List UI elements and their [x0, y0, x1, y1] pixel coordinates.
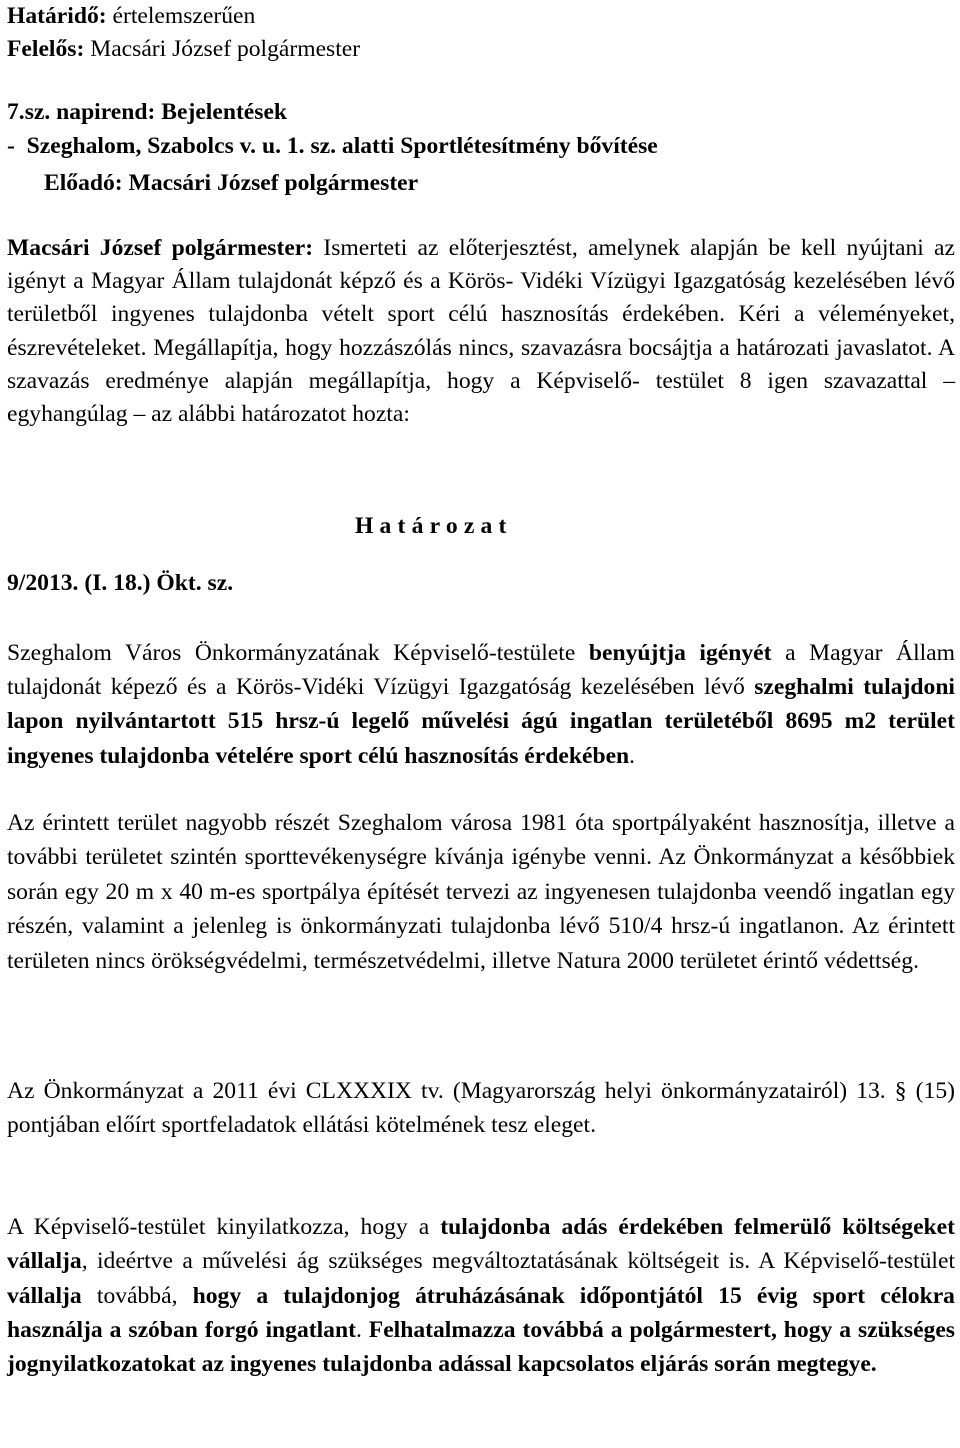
p1-bold-d: szeghalmi tulajdoni lapon nyilvántartott 515 hrsz-ú legelő művelési ágú ingatlan területéből 8695 m2 terület ingyenes tulajdonba vételére sport célú hasznosítás érdekében: [7, 674, 955, 769]
deadline-value: értelemszerűen: [106, 3, 256, 29]
resolution-number: 9/2013. (I. 18.) Ökt. sz.: [7, 570, 234, 596]
intro-text: Ismerteti az előterjesztést, amelynek alapján be kell nyújtani az igényt a Magyar Állam tulajdonát képző és a Körös- Vidéki Vízügyi Igazgatóság kezelésében lévő területből ingyenes tulajdonba vételt sport célú hasznosítás érdekében. Kéri a véleményeket, észrevételeket. Megállapítja, hogy hozzászólás nincs, szavazásra bocsájtja a határozati javaslatot. A szavazás eredménye alapján megállapítja, hogy a Képviselő- testület 8 igen szavazattal – egyhangúlag – az alábbi határozatot hozta:: [7, 235, 956, 428]
p4-text-e: továbbá,: [81, 1282, 193, 1309]
deadline-line: [7, 0, 255, 34]
responsible-label: Felelős:: [7, 36, 85, 62]
agenda-subitem: - Szeghalom, Szabolcs v. u. 1. sz. alatti Sportlétesítmény bővítése: [7, 133, 658, 159]
p1-text-c: a Magyar Állam tulajdonát képező és a Körös-Vidéki Vízügyi Igazgatóság kezelésében lévő: [7, 640, 956, 701]
p1-bold-b: benyújtja igényét: [588, 640, 772, 666]
p1-text-e: .: [629, 742, 636, 769]
p4-bold-f: hogy a tulajdonjog átruházásának időpontjától 15 évig sport célokra használja a szóban forgó ingatlant: [7, 1282, 955, 1343]
intro-speaker: Macsári József polgármester:: [7, 235, 314, 261]
intro-paragraph: [7, 232, 955, 431]
p4-text-a: A Képviselő-testület kinyilatkozza, hogy a: [7, 1214, 441, 1240]
p4-bold-b: tulajdonba adás érdekében felmerülő költségeket vállalja: [7, 1214, 955, 1275]
p1-text-a: Szeghalom Város Önkormányzatának Képviselő-testülete: [7, 640, 589, 666]
p4-bold-d: vállalja: [7, 1282, 82, 1309]
resolution-paragraph-3: Az Önkormányzat a 2011 évi CLXXXIX tv. (Magyarország helyi önkormányzatairól) 13. § (15) pontjában előírt sportfeladatok ellátási kötelmének tesz eleget.: [7, 1078, 955, 1139]
resolution-paragraph-1: [7, 636, 955, 773]
responsible-value: Macsári József polgármester: [84, 36, 361, 62]
p4-text-g: .: [355, 1316, 369, 1343]
resolution-paragraph-2: Az érintett terület nagyobb részét Szeghalom városa 1981 óta sportpályaként hasznosítja, illetve a további területet szintén sporttevékenységre kívánja igénybe venni. Az Önkormányzat a későbbiek során egy 20 m x 40 m-es sportpálya építését tervezi az ingyenesen tulajdonba veendő ingatlan egy részén, valamint a jelenleg is önkormányzati tulajdonba lévő 510/4 hrsz-ú ingatlanon. Az érintett területen nincs örökségvédelmi, természetvédelmi, illetve Natura 2000 területet érintő védettség.: [7, 810, 955, 974]
responsible-line: [7, 33, 360, 67]
agenda-presenter: Előadó: Macsári József polgármester: [44, 170, 419, 196]
resolution-title: Határozat: [355, 513, 513, 539]
agenda-item: 7.sz. napirend: Bejelentések: [7, 99, 288, 125]
resolution-paragraph-4: [7, 1210, 955, 1381]
deadline-label: Határidő:: [7, 3, 107, 29]
p4-text-c: , ideértve a művelési ág szükséges megváltoztatásának költségeit is. A Képviselő-testület: [81, 1248, 955, 1275]
p4-bold-h: Felhatalmazza továbbá a polgármestert, hogy a szükséges jognyilatkozatokat az ingyenes tulajdonba adással kapcsolatos eljárás során megtegye.: [7, 1316, 955, 1378]
